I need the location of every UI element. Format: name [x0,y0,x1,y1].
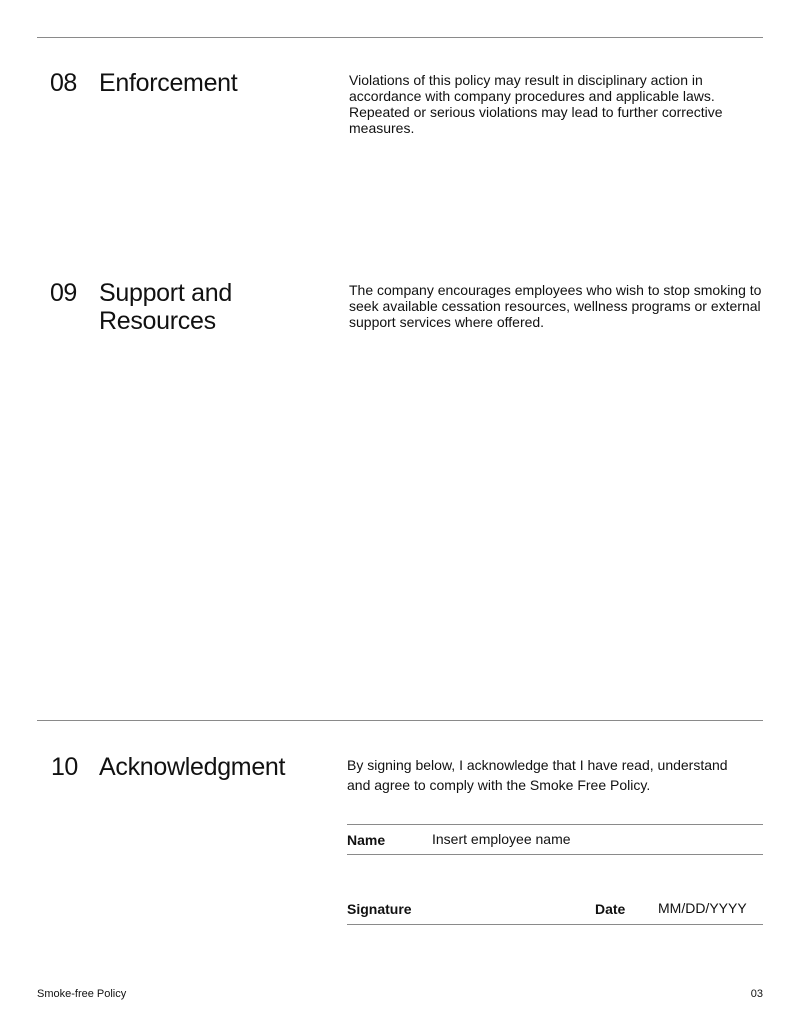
date-field[interactable]: MM/DD/YYYY [658,900,747,916]
section-body: The company encourages employees who wish to stop smoking to seek available cessation resources, wellness programs or external support services where offered. [349,282,762,330]
form-line [347,854,763,855]
top-divider [37,37,763,38]
section-body: By signing below, I acknowledge that I have read, understand and agree to comply with the Smoke Free Policy. [347,757,728,793]
section-title [99,279,232,335]
form-line [347,924,763,925]
date-label: Date [595,901,626,917]
signature-label: Signature [347,901,412,917]
section-number: 10 [51,753,78,781]
page-number: 03 [750,988,763,1000]
section-number: 08 [50,69,77,97]
name-field[interactable]: Insert employee name [432,831,571,847]
signature-field[interactable] [420,898,580,920]
section-title-line: Support and [99,279,232,307]
name-label: Name [347,832,386,848]
section-divider [37,720,763,721]
form-line [347,824,763,825]
section-title-line: Resources [99,307,216,335]
section-title: Enforcement [99,69,238,97]
footer-doc-title: Smoke-free Policy [37,988,127,1000]
section-body: Violations of this policy may result in disciplinary action in accordance with company procedures and applicable laws. Repeated or serious violations may lead to further corrective measures. [349,72,723,136]
section-number: 09 [50,279,77,307]
section-title: Acknowledgment [99,753,286,781]
